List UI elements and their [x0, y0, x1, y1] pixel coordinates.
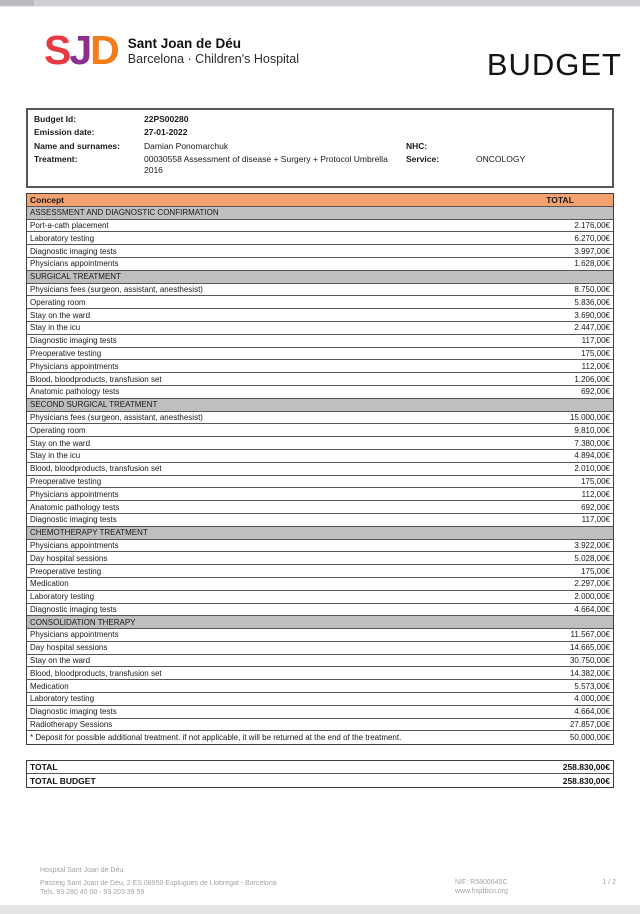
table-row [27, 706, 613, 719]
footer-nif: NIF: R5800645C [455, 879, 508, 886]
table-row [27, 488, 613, 501]
concept-column-header: Concept [30, 194, 64, 205]
emission-date-value: 27-01-2022 [144, 127, 188, 137]
concept-cell: Diagnostic imaging tests [30, 707, 117, 717]
table-row [27, 629, 613, 642]
section-title: CONSOLIDATION THERAPY [30, 617, 136, 627]
treatment-value: 00030558 Assessment of disease + Surgery + Protocol Umbrella 2016 [144, 154, 388, 175]
concept-cell: Blood, bloodproducts, transfusion set [30, 464, 162, 474]
table-row [27, 373, 613, 386]
sjd-logo [44, 27, 299, 73]
concept-cell: Laboratory testing [30, 592, 95, 602]
concept-cell: Preoperative testing [30, 348, 102, 358]
section-title: SECOND SURGICAL TREATMENT [30, 400, 158, 410]
treatment-label: Treatment: [34, 154, 78, 164]
concept-cell: Port-a-cath placement [30, 220, 109, 230]
total-row-value: 258.830,00€ [562, 775, 610, 786]
concept-cell: Physicians appointments [30, 361, 119, 371]
logo-letter-d: D [90, 27, 118, 73]
footer-hospital-name: Hospital Sant Joan de Déu [40, 867, 124, 874]
document-footer [40, 866, 620, 900]
table-row [27, 284, 613, 297]
total-cell: 112,00€ [581, 489, 610, 499]
concept-cell: Blood, bloodproducts, transfusion set [30, 374, 162, 384]
section-title: SURGICAL TREATMENT [30, 272, 121, 282]
table-row [27, 450, 613, 463]
table-row [27, 655, 613, 668]
logo-letter-j: J [69, 27, 91, 73]
concept-cell: Diagnostic imaging tests [30, 336, 117, 346]
total-cell: 4.894,00€ [574, 451, 610, 461]
totals-box [26, 760, 614, 788]
concept-cell: Operating room [30, 425, 86, 435]
total-column-header: TOTAL [546, 194, 574, 205]
table-row [27, 348, 613, 361]
table-row [27, 552, 613, 565]
nhc-label: NHC: [406, 140, 428, 151]
concept-cell: * Deposit for possible additional treatment. if not applicable, it will be returned at the end of the treatment. [30, 733, 402, 743]
table-row [27, 578, 613, 591]
section-title: CHEMOTHERAPY TREATMENT [30, 528, 148, 538]
window-bottom-edge [0, 905, 640, 914]
total-cell: 1.628,00€ [574, 259, 610, 269]
budget-info-box [26, 108, 614, 188]
concept-cell: Preoperative testing [30, 476, 102, 486]
total-cell: 5.573,00€ [574, 681, 610, 691]
logo-letter-s: S [44, 27, 70, 73]
concept-cell: Anatomic pathology tests [30, 502, 120, 512]
total-cell: 27.857,00€ [569, 720, 610, 730]
concept-cell: Stay on the ward [30, 310, 91, 320]
section-header-row [27, 399, 613, 412]
concept-cell: Laboratory testing [30, 694, 95, 704]
table-header-row [27, 194, 613, 207]
document-header [44, 27, 622, 82]
logo-text [128, 36, 299, 67]
table-row [27, 386, 613, 399]
footer-phones: Tels. 93 280 40 00 - 93 203 39 59 [40, 889, 145, 896]
page-title: BUDGET [486, 47, 622, 82]
table-row [27, 667, 613, 680]
concept-cell: Stay in the icu [30, 323, 81, 333]
total-cell: 4.000,00€ [574, 694, 610, 704]
info-row-emission-date [34, 126, 606, 140]
concept-cell: Operating room [30, 297, 86, 307]
total-cell: 112,00€ [581, 361, 610, 371]
total-cell: 692,00€ [581, 502, 610, 512]
table-row [27, 565, 613, 578]
emission-date-label: Emission date: [34, 127, 95, 137]
total-row-label: TOTAL [30, 762, 58, 772]
name-label: Name and surnames: [34, 140, 120, 151]
concept-cell: Day hospital sessions [30, 553, 108, 563]
table-row [27, 463, 613, 476]
concept-cell: Stay on the ward [30, 656, 91, 666]
total-cell: 9.810,00€ [574, 425, 610, 435]
concept-cell: Preoperative testing [30, 566, 102, 576]
budget-id-value: 22PS00280 [144, 113, 189, 124]
nhc-value [476, 139, 606, 141]
concept-cell: Medication [30, 681, 69, 691]
budget-table-body [27, 207, 613, 744]
table-row [27, 642, 613, 655]
total-row [27, 774, 613, 787]
total-cell: 8.750,00€ [574, 284, 610, 294]
total-cell: 4.664,00€ [574, 707, 610, 717]
total-row-label: TOTAL BUDGET [30, 775, 96, 786]
concept-cell: Diagnostic imaging tests [30, 246, 117, 256]
concept-cell: Diagnostic imaging tests [30, 515, 117, 525]
total-cell: 117,00€ [581, 515, 610, 525]
total-cell: 3.997,00€ [574, 246, 610, 256]
total-cell: 2.447,00€ [574, 323, 610, 333]
total-cell: 14.382,00€ [569, 668, 610, 678]
table-row [27, 335, 613, 348]
section-header-row [27, 527, 613, 540]
budget-id-label: Budget Id: [34, 113, 77, 124]
total-cell: 15.000,00€ [569, 412, 610, 422]
table-row [27, 424, 613, 437]
concept-cell: Physicians fees (surgeon, assistant, anesthesist) [30, 412, 203, 422]
table-row [27, 501, 613, 514]
concept-cell: Laboratory testing [30, 233, 95, 243]
table-row [27, 220, 613, 233]
info-row-treatment [34, 153, 606, 176]
table-row [27, 360, 613, 373]
total-cell: 175,00€ [581, 566, 610, 576]
total-cell: 30.750,00€ [569, 656, 610, 666]
table-row [27, 476, 613, 489]
section-title: ASSESSMENT AND DIAGNOSTIC CONFIRMATION [30, 208, 219, 218]
table-row [27, 591, 613, 604]
total-cell: 3.690,00€ [574, 310, 610, 320]
total-cell: 50.000,00€ [569, 733, 610, 743]
table-row [27, 296, 613, 309]
hospital-subtitle: Barcelona · Children's Hospital [127, 51, 299, 66]
total-cell: 3.922,00€ [574, 540, 610, 550]
concept-cell: Physicians appointments [30, 630, 119, 640]
concept-cell: Stay in the icu [30, 451, 81, 461]
table-row [27, 680, 613, 693]
service-value: ONCOLOGY [476, 154, 526, 164]
hospital-name: Sant Joan de Déu [127, 35, 242, 51]
section-header-row [27, 271, 613, 284]
window-top-edge [0, 0, 640, 7]
total-cell: 11.567,00€ [570, 630, 610, 640]
section-header-row [27, 207, 613, 220]
table-row [27, 322, 613, 335]
total-cell: 117,00€ [581, 336, 610, 346]
section-header-row [27, 616, 613, 629]
window-top-edge-corner [0, 0, 34, 6]
concept-cell: Physicians appointments [30, 540, 119, 550]
total-cell: 2.176,00€ [574, 220, 610, 230]
table-row [27, 604, 613, 617]
total-cell: 2.010,00€ [574, 464, 610, 474]
total-cell: 2.000,00€ [574, 592, 610, 602]
table-row [27, 437, 613, 450]
concept-cell: Medication [30, 579, 69, 589]
total-cell: 4.664,00€ [574, 604, 610, 614]
concept-cell: Radiotherapy Sessions [30, 720, 113, 730]
info-row-budget-id [34, 112, 606, 126]
concept-cell: Physicians fees (surgeon, assistant, anesthesist) [30, 284, 203, 294]
table-row [27, 540, 613, 553]
table-row [27, 412, 613, 425]
concept-cell: Physicians appointments [30, 259, 119, 269]
concept-cell: Diagnostic imaging tests [30, 604, 117, 614]
footer-address-block [40, 866, 277, 897]
total-cell: 5.836,00€ [574, 297, 610, 307]
name-value: Damian Ponomarchuk [144, 140, 229, 151]
concept-cell: Stay on the ward [30, 438, 91, 448]
total-cell: 2.297,00€ [574, 579, 610, 589]
total-cell: 692,00€ [581, 387, 610, 397]
table-row [27, 514, 613, 527]
total-cell: 175,00€ [581, 348, 610, 358]
total-cell: 14.665,00€ [569, 643, 610, 653]
table-row [27, 232, 613, 245]
total-cell: 5.028,00€ [574, 553, 610, 563]
concept-cell: Anatomic pathology tests [30, 387, 120, 397]
footer-nif-block [455, 878, 508, 896]
service-label: Service: [406, 154, 440, 164]
total-row-value: 258.830,00€ [562, 762, 610, 772]
table-row [27, 245, 613, 258]
concept-cell: Day hospital sessions [30, 643, 108, 653]
table-row [27, 258, 613, 271]
info-row-name [34, 139, 606, 153]
footer-web: www.hsjdbcn.org [455, 888, 508, 895]
total-cell: 6.270,00€ [574, 233, 610, 243]
total-cell: 1.206,00€ [574, 374, 610, 384]
page-number: 1 / 2 [602, 879, 616, 886]
table-row [27, 309, 613, 322]
sjd-logo-icon [44, 27, 118, 73]
total-cell: 7.380,00€ [574, 438, 610, 448]
concept-cell: Physicians appointments [30, 489, 119, 499]
table-row [27, 693, 613, 706]
total-cell: 175,00€ [581, 476, 610, 486]
table-row [27, 731, 613, 744]
total-row [27, 761, 613, 774]
table-row [27, 719, 613, 732]
budget-table [26, 193, 614, 745]
footer-address: Passeig Sant Joan de Déu, 2 ES 08950 Esplugues de Llobregat - Barcelona [40, 880, 277, 887]
concept-cell: Blood, bloodproducts, transfusion set [30, 668, 162, 678]
